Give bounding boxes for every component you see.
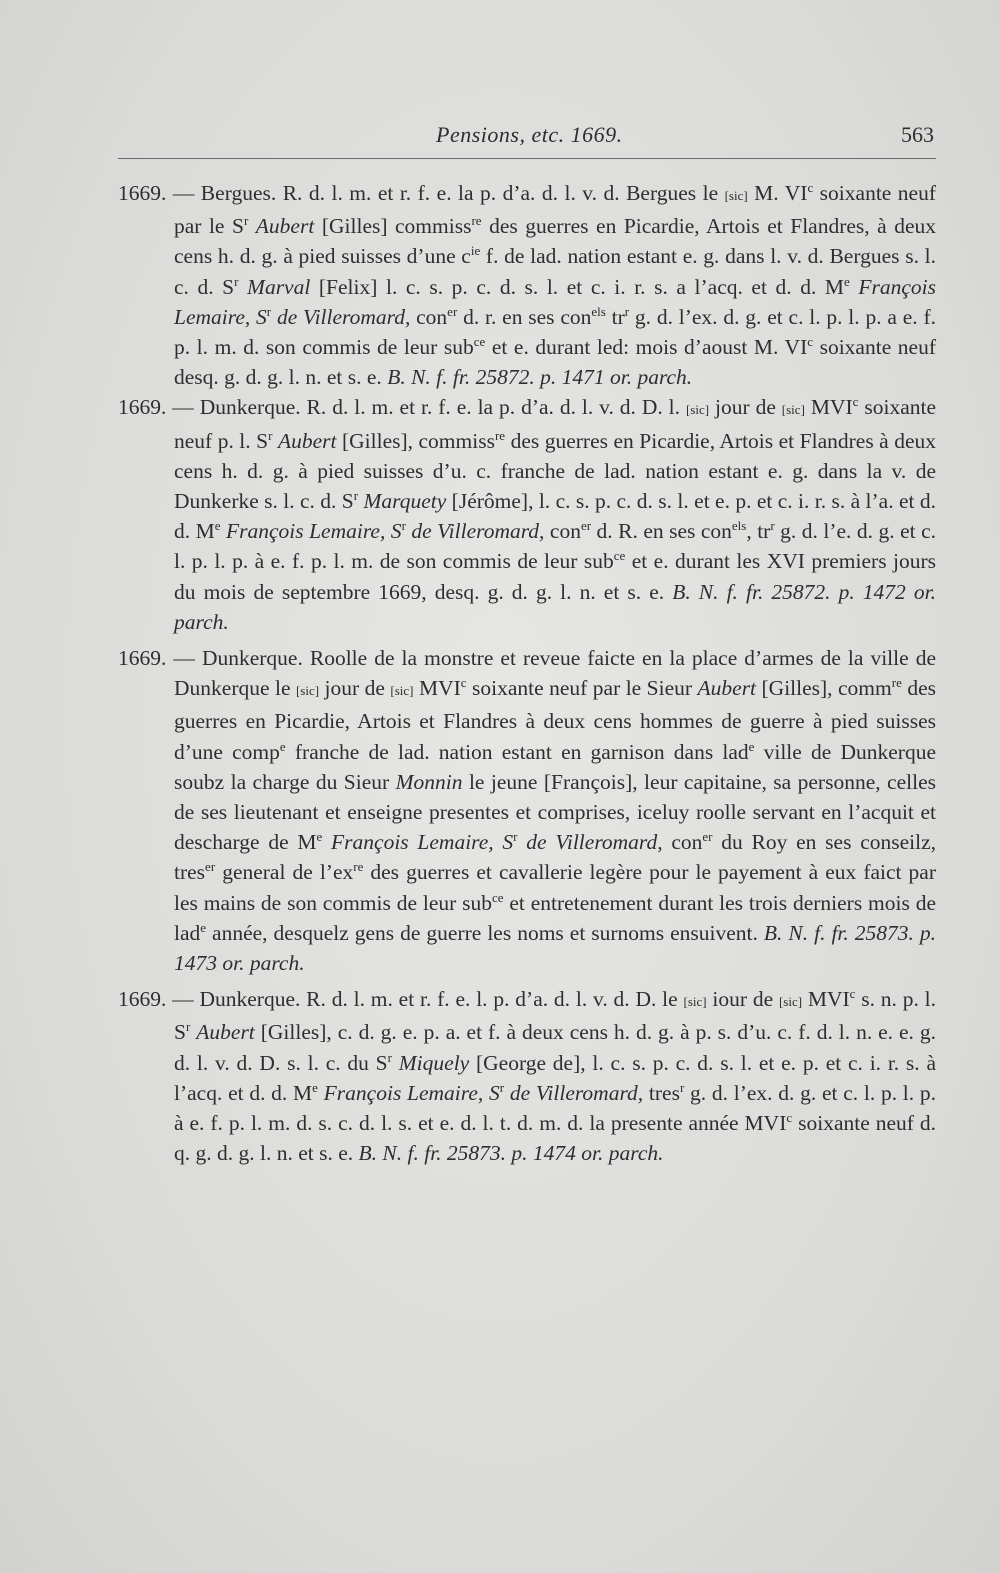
italic-run: de Villeromard, xyxy=(504,1080,644,1105)
sic-marker: [sic] xyxy=(390,683,414,699)
entry-dunkerque-1669-roolle xyxy=(118,643,936,978)
sic-marker: [sic] xyxy=(781,402,805,418)
superscript: ie xyxy=(470,243,481,259)
italic-run: Marquety xyxy=(363,489,447,514)
superscript: e xyxy=(279,738,286,754)
text-run xyxy=(322,830,331,854)
text-run: soixante neuf par le S xyxy=(174,181,936,239)
superscript: c xyxy=(786,1109,793,1125)
superscript: r xyxy=(353,487,359,503)
text-run: MVI xyxy=(413,676,461,701)
running-title: Pensions, etc. 1669. xyxy=(436,122,623,147)
text-run: année, desquelz gens de guerre les noms et surnoms ensuivent. xyxy=(206,920,764,945)
superscript: c xyxy=(849,986,856,1002)
text-run xyxy=(392,1051,399,1075)
superscript: els xyxy=(731,518,747,534)
text-run: MVI xyxy=(804,395,853,420)
superscript: e xyxy=(312,1079,318,1095)
italic-run: Aubert xyxy=(255,214,315,239)
text-run: 1669. — Dunkerque. Roolle de la monstre et reveue faicte en la place d’armes de la ville de Dunkerque le xyxy=(118,646,936,701)
text-run: [Gilles], commiss xyxy=(336,428,495,453)
text-run: jour de xyxy=(709,395,782,420)
text-run: 1669. — Dunkerque. R. d. l. m. et r. f. e. l. p. d’a. d. l. v. d. D. le xyxy=(118,987,684,1012)
superscript: r xyxy=(513,829,518,845)
superscript: r xyxy=(679,1079,685,1095)
superscript: r xyxy=(268,427,273,443)
superscript: r xyxy=(234,273,239,289)
text-run: [Felix] l. c. s. p. c. d. s. l. et c. i. r. s. a l’acq. et d. d. M xyxy=(310,274,845,299)
text-run: ville de Dunkerque soubz la charge du Sieur xyxy=(174,739,937,794)
text-run: des guerres en Picardie, Artois et Flandres, à deux cens h. d. g. à pied suisses d’une c xyxy=(174,214,937,269)
superscript: r xyxy=(624,303,630,319)
text-run: con xyxy=(662,830,703,855)
text-run: [Gilles], comm xyxy=(756,676,892,701)
italic-run: François Lemaire, S xyxy=(174,274,936,329)
sic-marker: [sic] xyxy=(683,994,707,1010)
italic-run: de Villeromard, xyxy=(405,519,545,544)
superscript: re xyxy=(471,213,482,229)
italic-run: François Lemaire, S xyxy=(323,1080,500,1105)
superscript: r xyxy=(243,213,249,229)
entry-dunkerque-1669-b xyxy=(118,984,936,1168)
superscript: c xyxy=(852,394,859,410)
text-run: s. n. p. l. S xyxy=(174,987,936,1045)
text-run: d. r. en ses con xyxy=(457,304,592,329)
superscript: r xyxy=(770,518,775,534)
superscript: re xyxy=(353,859,364,875)
superscript: re xyxy=(891,675,902,691)
italic-run: Aubert xyxy=(196,1020,255,1045)
italic-run: François Lemaire, S xyxy=(331,830,514,855)
italic-run: Monnin xyxy=(395,769,463,794)
document-body xyxy=(118,178,936,1169)
text-run: f. de lad. nation estant e. g. dans l. v. d. Bergues s. l. c. d. S xyxy=(174,244,936,299)
italic-run: B. N. f. fr. 25873. p. 1474 or. parch. xyxy=(358,1141,664,1166)
text-run: iour de xyxy=(706,987,779,1012)
italic-run: B. N. f. fr. 25872. p. 1471 or. parch. xyxy=(387,365,693,390)
italic-run: de Villeromard, xyxy=(271,304,411,329)
text-run: soixante neuf par le Sieur xyxy=(466,676,698,701)
superscript: c xyxy=(807,179,814,195)
superscript: e xyxy=(200,919,207,935)
superscript: er xyxy=(702,829,713,845)
superscript: ce xyxy=(492,889,504,905)
italic-run: Aubert xyxy=(697,676,757,701)
superscript: r xyxy=(401,518,406,534)
sic-marker: [sic] xyxy=(778,994,803,1010)
text-run: [Jérôme], l. c. s. p. c. d. s. l. et e. p. et c. i. r. s. à l’a. et d. d. M xyxy=(174,489,936,544)
superscript: r xyxy=(266,303,272,319)
text-run: des guerres en Picardie, Artois et Flandres à deux cens h. d. g. à pied suisses d’u. c. franche de lad. nation estant e. g. dans la v. de Dunkerke s. l. c. d. S xyxy=(174,428,937,514)
superscript: c xyxy=(807,333,814,349)
text-run: 1669. — Dunkerque. R. d. l. m. et r. f. e. la p. d’a. d. l. v. d. D. l. xyxy=(118,395,686,420)
superscript: e xyxy=(214,518,221,534)
superscript: e xyxy=(748,738,755,754)
text-run: franche de lad. nation estant en garnison dans lad xyxy=(285,739,749,764)
text-run: M. VI xyxy=(747,181,808,205)
italic-run: B. N. f. fr. 25872. p. 1472 or. parch. xyxy=(174,579,936,634)
italic-run: François Lemaire, S xyxy=(225,519,402,544)
text-run: du Roy en ses conseilz, tres xyxy=(174,830,937,885)
text-run: soixante neuf p. l. S xyxy=(174,395,936,453)
text-run: g. d. l’e. d. g. et c. l. p. l. p. à e. f. p. l. m. de son commis de leur sub xyxy=(174,519,936,574)
text-run: general de l’ex xyxy=(215,860,354,885)
superscript: r xyxy=(499,1079,505,1095)
text-run xyxy=(238,275,247,299)
superscript: ce xyxy=(613,548,626,564)
italic-run: Aubert xyxy=(277,428,337,453)
text-run: con xyxy=(544,519,581,544)
superscript: re xyxy=(494,427,506,443)
text-run: , tr xyxy=(746,519,771,544)
italic-run: Miquely xyxy=(398,1050,470,1075)
text-run: et entretenement durant les trois derniers mois de lad xyxy=(174,890,936,945)
text-run: soixante neuf d. q. g. d. g. l. n. et s. e. xyxy=(174,1111,936,1166)
text-run: MVI xyxy=(802,987,850,1012)
superscript: er xyxy=(580,518,592,534)
text-run: g. d. l’ex. d. g. et c. l. p. l. p. à e. f. p. l. m. d. s. c. d. l. s. et e. d. l. t. d. m. d. la presente année MVI xyxy=(174,1080,936,1136)
text-run: tr xyxy=(605,304,625,329)
text-run: soixante neuf desq. g. d. g. l. n. et s. e. xyxy=(174,335,937,390)
entry-dunkerque-1669-a xyxy=(118,392,936,637)
sic-marker: [sic] xyxy=(724,188,748,203)
text-run: con xyxy=(410,304,448,329)
superscript: e xyxy=(844,273,850,289)
page-number: 563 xyxy=(901,122,934,147)
superscript: c xyxy=(460,675,467,691)
superscript: er xyxy=(205,859,216,875)
text-run: jour de xyxy=(319,676,391,701)
entry-bergues-1669 xyxy=(118,178,936,392)
text-run: tres xyxy=(643,1080,680,1105)
superscript: r xyxy=(387,1049,392,1065)
italic-run: de Villeromard, xyxy=(517,830,663,855)
text-run xyxy=(248,214,256,238)
text-run: g. d. l’ex. d. g. et c. l. p. l. p. a e. f. p. l. m. d. son commis de leur sub xyxy=(174,304,936,360)
text-run: des guerres en Picardie, Artois et Flandres à deux cens hommes de guerre à pied suisses d’une comp xyxy=(174,676,936,764)
superscript: els xyxy=(591,303,606,319)
page-header xyxy=(118,118,936,159)
italic-run: B. N. f. fr. 25873. p. 1473 or. parch. xyxy=(174,920,937,976)
text-run: [Gilles], c. d. g. e. p. a. et f. à deux cens h. d. g. à p. s. d’u. c. f. d. l. n. e. e. g. d. l. v. d. D. s. l. c. du S xyxy=(174,1020,936,1075)
text-run: le jeune [François], leur capitaine, sa personne, celles de ses lieutenant et enseigne presentes et comprises, iceluy roolle servant en l’acquit et descharge de M xyxy=(174,769,937,855)
text-run: [George de], l. c. s. p. c. d. s. l. et e. p. et c. i. r. s. à l’acq. et d. d. M xyxy=(174,1050,936,1105)
superscript: er xyxy=(447,303,458,319)
text-run: des guerres et cavallerie legère pour le payement à eux faict par les mains de son commis de leur sub xyxy=(174,860,937,915)
text-run: 1669. — Bergues. R. d. l. m. et r. f. e. la p. d’a. d. l. v. d. Bergues le xyxy=(118,181,725,205)
superscript: e xyxy=(316,829,323,845)
text-run: [Gilles] commiss xyxy=(314,214,472,239)
sic-marker: [sic] xyxy=(685,402,710,418)
sic-marker: [sic] xyxy=(295,683,320,699)
italic-run: Marval xyxy=(247,274,311,299)
superscript: r xyxy=(185,1019,191,1035)
text-run: et e. durant les XVI premiers jours du mois de septembre 1669, desq. g. d. g. l. n. et s. e. xyxy=(174,549,936,604)
text-run: d. R. en ses con xyxy=(591,519,732,544)
text-run: et e. durant led: mois d’aoust M. VI xyxy=(485,335,808,360)
superscript: ce xyxy=(473,333,486,349)
